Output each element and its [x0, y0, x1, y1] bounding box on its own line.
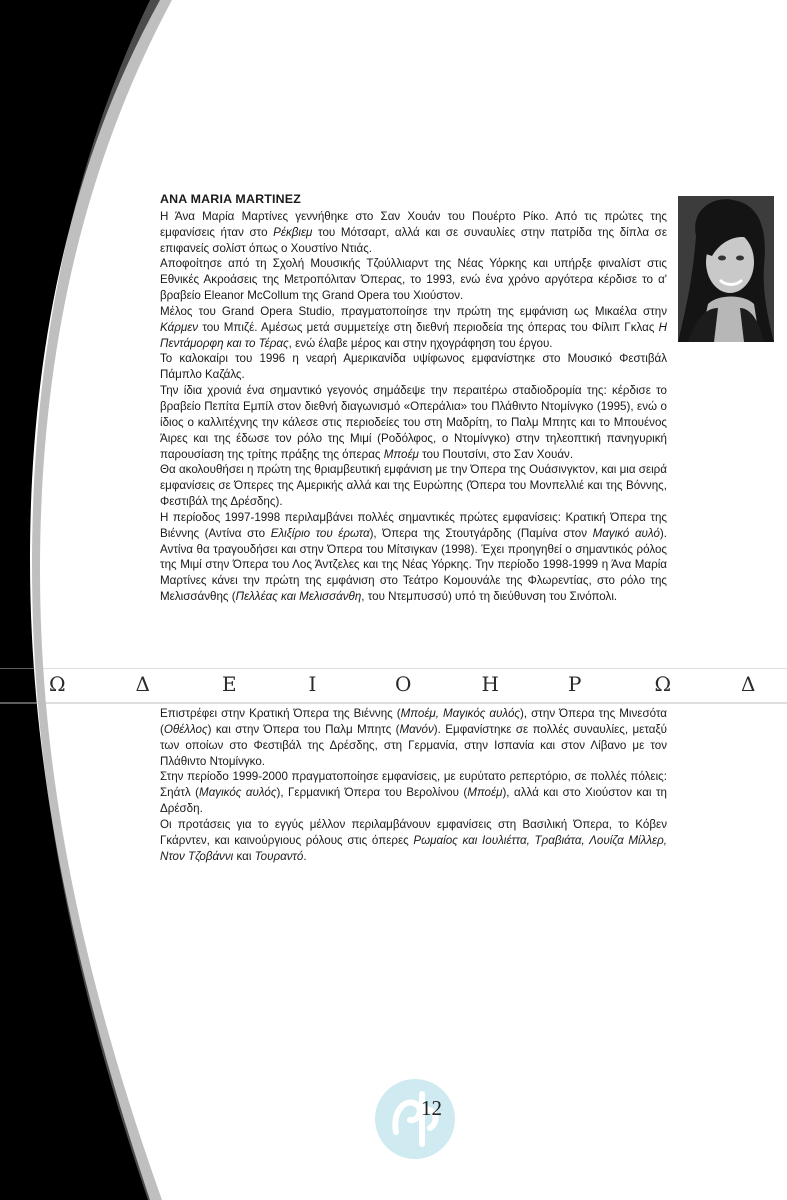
paragraph: Η περίοδος 1997-1998 περιλαμβάνει πολλές σημαντικές πρώτες εμφανίσεις: Κρατική Όπερα της Βιέννης (Αντίνα στο Ελιξίριο του έρωτα), Όπερα της Στουτγάρδης (Παμίνα στον Μαγικό αυλό). Αντίνα θα τραγουδήσει και στην Όπερα του Μίτσιγκαν (1998). Έχει προηγηθεί ο σημαντικός ρόλος της Μιμί στην Όπερα του Λος Άντζελες και της Νέας Υόρκης. Την περίοδο 1998-1999 η Άνα Μαρία Μαρτίνες κάνει την πρώτη της εμφάνιση στο Τεάτρο Κομουνάλε της Φλωρεντίας, στο ρόλο της Μελισσάνθης (Πελλέας και Μελισσάνθη, του Ντεμπυσσύ) υπό τη διεύθυνση του Σινόπολι. — [160, 510, 668, 604]
biography-text-continued — [160, 706, 667, 864]
biography-text — [160, 192, 667, 605]
italic-title: Μανόν — [399, 722, 434, 736]
banner-letter: Δ — [741, 672, 756, 696]
italic-title: Μαγικό αυλό — [592, 526, 660, 540]
paragraph: Επιστρέφει στην Κρατική Όπερα της Βιέννης (Μποέμ, Μαγικός αυλός), στην Όπερα της Μινεσότα (Οθέλλος) και στην Όπερα του Παλμ Μπητς (Μανόν). Εμφανίστηκε σε πολλές συναυλίες, μεταξύ των οποίων στο Φεστιβάλ της Δρέσδης, στη Γερμανία, στην Ισπανία και στον Λίβανο με τον Πλάθιντο Ντομίνγκο. — [160, 707, 667, 768]
banner-letter: Ε — [222, 672, 237, 696]
paragraph: Την ίδια χρονιά ένα σημαντικό γεγονός σημάδεψε την περαιτέρω σταδιοδρομία της: κέρδισε το βραβείο Πεπίτα Εμπίλ στον διεθνή διαγωνισμό «Οπεράλια» του Πλάθιντο Ντομίνγκο (1995), ενώ ο ίδιος ο καλλιτέχνης την κάλεσε στις περιοδείες του στη Μαδρίτη, το Παλμ Μπητς και το Μπουένος Άιρες και της έδωσε τον ρόλο της Μιμί (Ροδόλφος, ο Ντομίνγκο) στην τηλεοπτική πανηγυρική παρουσίαση της τρίτης πράξης της όπερας Μποέμ του Πουτσίνι, στο Σαν Χουάν. — [160, 384, 667, 461]
banner-letters — [0, 668, 787, 704]
banner-letter: Ω — [49, 672, 66, 696]
festival-logo-icon — [372, 1076, 458, 1162]
paragraph: Θα ακολουθήσει η πρώτη της θριαμβευτική εμφάνιση με την Όπερα της Ουάσινγκτον, και μια σειρά εμφανίσεις σε Όπερες της Αμερικής αλλά και της Ευρώπης (Όπερα του Μονπελλιέ και της Βόννης, Φεστιβάλ της Δρέσδης). — [160, 463, 667, 509]
paragraph: Αποφοίτησε από τη Σχολή Μουσικής Τζούλλιαρντ της Νέας Υόρκης και υπήρξε φιναλίστ στις Εθνικές Ακροάσεις της Μετροπόλιταν Όπερας, το 1993, ενώ ένα χρόνο αργότερα κέρδισε το α' βραβείο Eleanor McCollum της Grand Opera του Χιούστον. — [160, 257, 667, 303]
banner-letter: Ι — [308, 672, 317, 696]
italic-title: Οθέλλος — [163, 722, 208, 736]
italic-title: Μαγικός αυλός — [199, 786, 277, 800]
italic-title: Ελιξίριο του έρωτα — [270, 526, 370, 540]
paragraph: Το καλοκαίρι του 1996 η νεαρή Αμερικανίδα υψίφωνος εμφανίστηκε στο Μουσικό Φεστιβάλ Πάμπλο Καζάλς. — [160, 352, 667, 382]
paragraph: Η Άνα Μαρία Μαρτίνες γεννήθηκε στο Σαν Χουάν του Πουέρτο Ρίκο. Από τις πρώτες της εμφανίσεις ήταν στο Ρέκβιεμ του Μότσαρτ, αλλά και σε συναυλίες στην πατρίδα της δίπλα σε επιφανείς σολίστ όπως ο Χουστίνο Ντιάς. — [160, 209, 668, 255]
paragraph: Στην περίοδο 1999-2000 πραγματοποίησε εμφανίσεις, με ευρύτατο ρεπερτόριο, σε πολλές πόλεις: Σηάτλ (Μαγικός αυλός), Γερμανική Όπερα του Βερολίνου (Μποέμ), αλλά και στο Χιούστον και τη Δρέσδη. — [160, 770, 667, 816]
banner-letter: Ο — [395, 672, 412, 696]
italic-title: Τουραντό — [254, 849, 304, 863]
italic-title: Ρέκβιεμ — [273, 225, 313, 239]
italic-title: Ρωμαίος και Ιουλιέττα, Τραβιάτα, Λουίζα Μίλλερ, Ντον Τζοβάννι — [160, 833, 667, 863]
italic-title: Πελλέας και Μελισσάνθη — [235, 590, 362, 604]
italic-title: Μποέμ — [383, 447, 419, 461]
paragraph: Οι προτάσεις για το εγγύς μέλλον περιλαμβάνουν εμφανίσεις στη Βασιλική Όπερα, το Κόβεν Γκάρντεν, και καινούργιους ρόλους στις όπερες Ρωμαίος και Ιουλιέττα, Τραβιάτα, Λουίζα Μίλλερ, Ντον Τζοβάννι και Τουραντό. — [160, 817, 667, 863]
banner-letter: Ω — [654, 672, 672, 696]
italic-title: Μποέμ — [467, 786, 503, 800]
banner-letter: Ρ — [568, 672, 582, 696]
article-heading: ANA MARIA MARTINEZ — [160, 192, 302, 206]
italic-title: Η Πεντάμορφη και το Τέρας — [160, 320, 667, 350]
portrait-photo — [678, 196, 774, 342]
banner-letter: Η — [481, 672, 499, 696]
odeion-herodou-banner — [0, 668, 787, 704]
italic-title: Κάρμεν — [160, 320, 199, 334]
page-number: 12 — [421, 1096, 442, 1120]
banner-letter: Δ — [135, 672, 150, 696]
paragraph: Μέλος του Grand Opera Studio, πραγματοποίησε την πρώτη της εμφάνιση ως Μικαέλα στην Κάρμεν του Μπιζέ. Αμέσως μετά συμμετείχε στη διεθνή περιοδεία της όπερας του Φίλιπ Γκλας Η Πεντάμορφη και το Τέρας, ενώ έλαβε μέρος και στην ηχογράφηση του έργου. — [160, 304, 667, 350]
italic-title: Μποέμ, Μαγικός αυλός — [400, 707, 521, 720]
